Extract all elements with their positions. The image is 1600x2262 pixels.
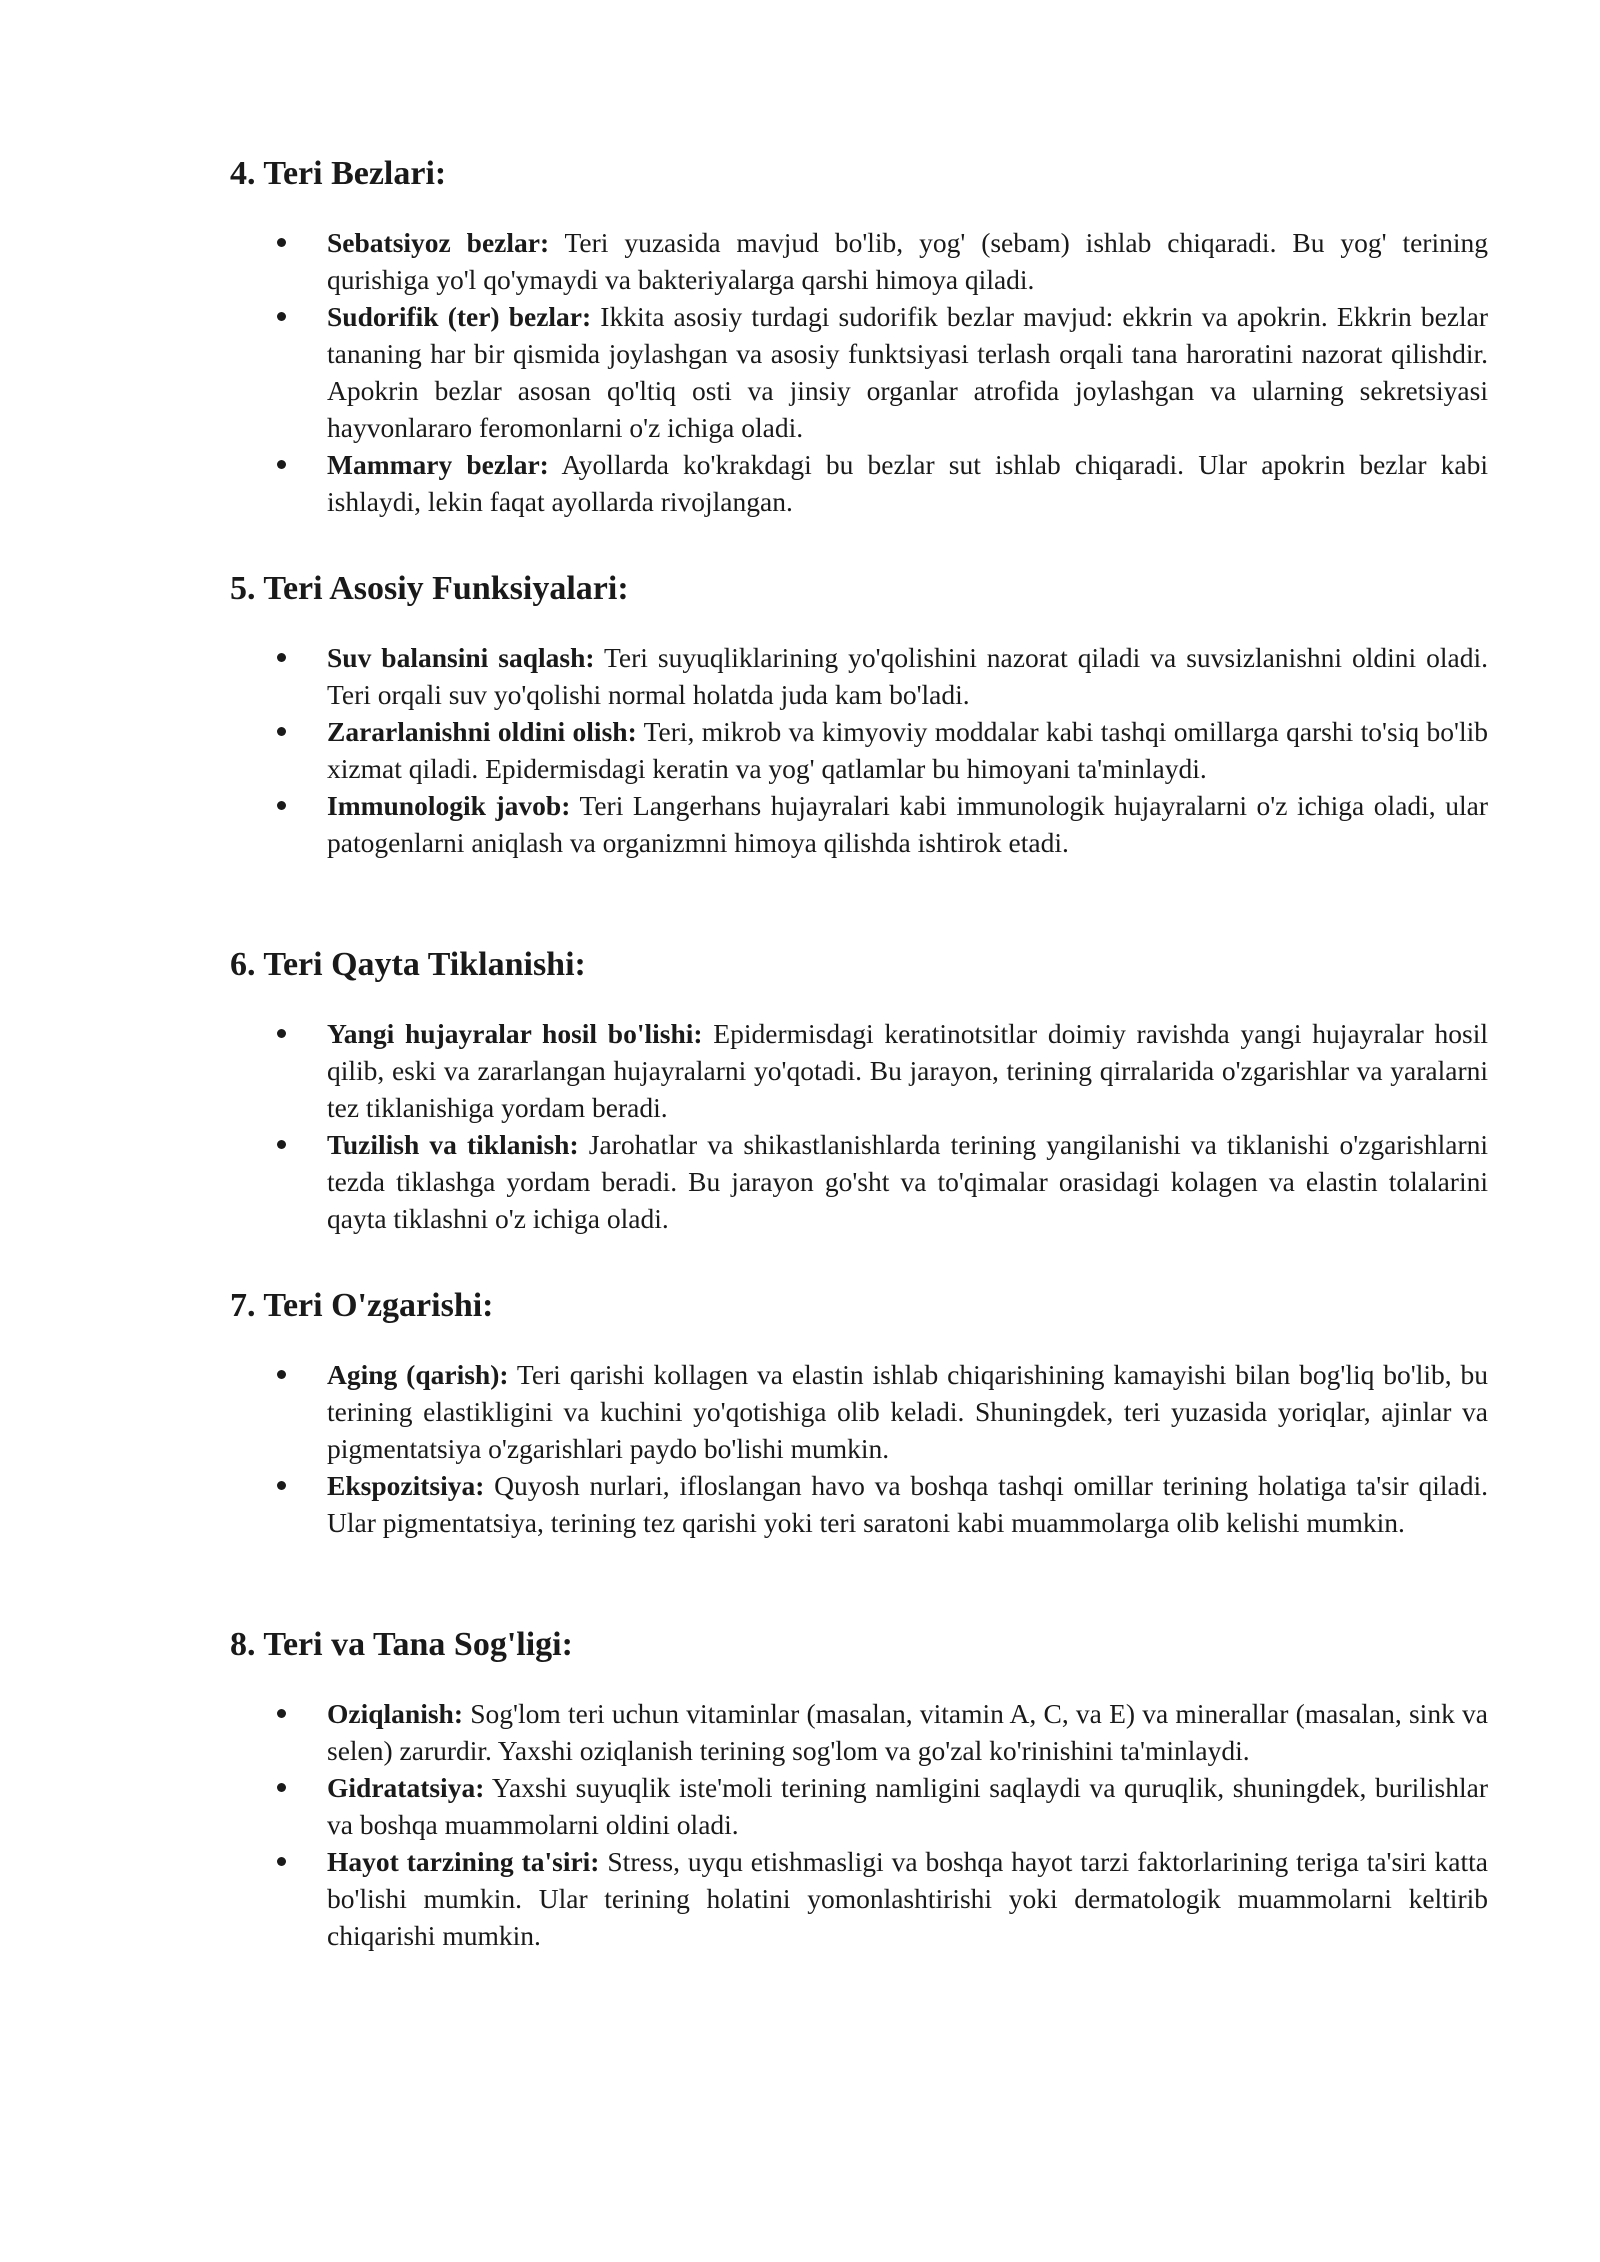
section-tana-sogligi [230,1625,1488,1954]
bullet-list [230,1015,1488,1237]
item-text: Teri suyuqliklarining yo'qolishini nazorat qiladi va suvsizlanishni oldini oladi. Teri orqali suv yo'qolishi normal holatda juda kam bo'ladi. [327,642,1489,710]
item-text: Teri, mikrob va kimyoviy moddalar kabi tashqi omillarga qarshi to'siq bo'lib xizmat qiladi. Epidermisdagi keratin va yog' qatlamlar bu himoyani ta'minlaydi. [327,716,1488,784]
bullet-list [230,639,1488,861]
bullet-icon [277,1481,286,1490]
item-text: Jarohatlar va shikastlanishlarda terining yangilanishi va tiklanishi o'zgarishlarni tezda tiklashga yordam beradi. Bu jarayon go'sht va to'qimalar orasidagi kolagen va elastin tolalarini qayta tiklashni o'z ichiga oladi. [327,1129,1488,1234]
bullet-list [230,224,1488,520]
bullet-icon [277,1370,286,1379]
section-heading: 7. Teri O'zgarishi: [230,1287,494,1324]
section-heading: 4. Teri Bezlari: [230,155,447,192]
item-text: Quyosh nurlari, ifloslangan havo va boshqa tashqi omillar terining holatiga ta'sir qiladi. Ular pigmentatsiya, terining tez qarishi yoki teri saratoni kabi muammolarga olib kelishi mumkin. [327,1470,1488,1538]
list-item [230,1015,1488,1126]
item-text: Teri Langerhans hujayralari kabi immunologik hujayralarni o'z ichiga oladi, ular patogenlarni aniqlash va organizmni himoya qilishda ishtirok etadi. [327,790,1488,858]
section-ozgarishi [230,1286,1488,1541]
item-term: Hayot tarzining ta'siri: [327,1846,600,1877]
list-item [230,639,1488,713]
list-item [230,298,1488,446]
section-qayta-tiklanishi [230,945,1488,1237]
section-heading: 6. Teri Qayta Tiklanishi: [230,946,586,983]
item-term: Sebatsiyoz bezlar: [327,227,550,258]
section-heading: 5. Teri Asosiy Funksiyalari: [230,570,629,607]
item-term: Oziqlanish: [327,1698,464,1729]
bullet-icon [277,1709,286,1718]
section-asosiy-funksiyalari [230,569,1488,861]
list-item [230,1356,1488,1467]
bullet-icon [277,1857,286,1866]
bullet-list [230,1695,1488,1954]
item-term: Yangi hujayralar hosil bo'lishi: [327,1018,703,1049]
list-item [230,1843,1488,1954]
section-teri-bezlari [230,154,1488,520]
bullet-list [230,1356,1488,1541]
section-heading: 8. Teri va Tana Sog'ligi: [230,1626,573,1663]
list-item [230,224,1488,298]
bullet-icon [277,1140,286,1149]
list-item [230,713,1488,787]
bullet-icon [277,727,286,736]
list-item [230,446,1488,520]
list-item [230,1467,1488,1541]
list-item [230,787,1488,861]
item-term: Zararlanishni oldini olish: [327,716,637,747]
list-item [230,1769,1488,1843]
list-item [230,1126,1488,1237]
item-term: Suv balansini saqlash: [327,642,595,673]
item-term: Immunologik javob: [327,790,571,821]
bullet-icon [277,1029,286,1038]
item-term: Mammary bezlar: [327,449,549,480]
item-text: Ikkita asosiy turdagi sudorifik bezlar mavjud: ekkrin va apokrin. Ekkrin bezlar tananing har bir qismida joylashgan va asosiy funktsiyasi terlash orqali tana haroratini nazorat qilishdir. Apokrin bezlar asosan qo'ltiq osti va jinsiy organlar atrofida joylashgan va ularning sekretsiyasi hayvonlararo feromonlarni o'z ichiga oladi. [327,301,1488,443]
item-term: Tuzilish va tiklanish: [327,1129,579,1160]
bullet-icon [277,801,286,810]
bullet-icon [277,1783,286,1792]
item-text: Yaxshi suyuqlik iste'moli terining namligini saqlaydi va quruqlik, shuningdek, burilishlar va boshqa muammolarni oldini oladi. [327,1772,1488,1840]
list-item [230,1695,1488,1769]
item-term: Aging (qarish): [327,1359,509,1390]
bullet-icon [277,460,286,469]
item-text: Epidermisdagi keratinotsitlar doimiy ravishda yangi hujayralar hosil qilib, eski va zararlangan hujayralarni yo'qotadi. Bu jarayon, terining qirralarida o'zgarishlar va yaralarni tez tiklanishiga yordam beradi. [327,1018,1488,1123]
item-text: Teri yuzasida mavjud bo'lib, yog' (sebam) ishlab chiqaradi. Bu yog' terining qurishiga yo'l qo'ymaydi va bakteriyalarga qarshi himoya qiladi. [327,227,1488,295]
item-term: Sudorifik (ter) bezlar: [327,301,592,332]
item-text: Ayollarda ko'krakdagi bu bezlar sut ishlab chiqaradi. Ular apokrin bezlar kabi ishlaydi, lekin faqat ayollarda rivojlangan. [327,449,1489,517]
item-text: Stress, uyqu etishmasligi va boshqa hayot tarzi faktorlarining teriga ta'siri katta bo'lishi mumkin. Ular terining holatini yomonlashtirishi yoki dermatologik muammolarni keltirib chiqarishi mumkin. [327,1846,1488,1951]
bullet-icon [277,238,286,247]
item-term: Gidratatsiya: [327,1772,485,1803]
item-text: Sog'lom teri uchun vitaminlar (masalan, vitamin A, C, va E) va minerallar (masalan, sink va selen) zarurdir. Yaxshi oziqlanish terining sog'lom va go'zal ko'rinishini ta'minlaydi. [327,1698,1488,1766]
item-term: Ekspozitsiya: [327,1470,485,1501]
bullet-icon [277,312,286,321]
bullet-icon [277,653,286,662]
item-text: Teri qarishi kollagen va elastin ishlab chiqarishining kamayishi bilan bog'liq bo'lib, bu terining elastikligini va kuchini yo'qotishiga olib keladi. Shuningdek, teri yuzasida yoriqlar, ajinlar va pigmentatsiya o'zgarishlari paydo bo'lishi mumkin. [327,1359,1488,1464]
